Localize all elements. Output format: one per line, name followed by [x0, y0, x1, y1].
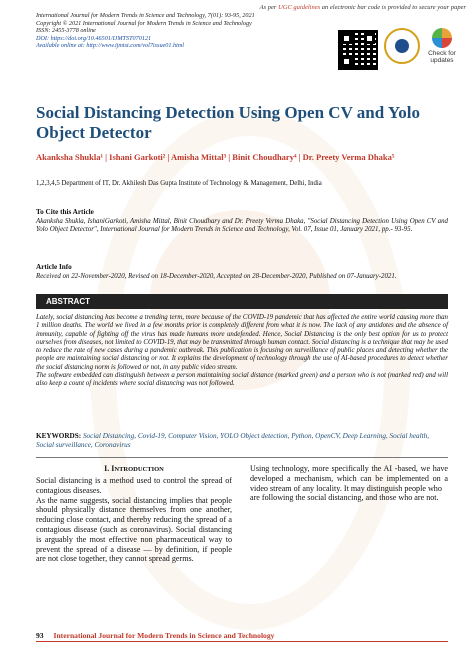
abstract-bar: [36, 294, 448, 309]
abstract-heading: ABSTRACT: [46, 297, 90, 306]
affiliation: 1,2,3,4,5 Department of IT, Dr. Akhilesh Das Gupta Institute of Technology & Management, Delhi, India: [36, 180, 322, 187]
journal-seal-icon: [384, 28, 420, 64]
ugc-link[interactable]: UGC guidelines: [278, 4, 321, 11]
body-paragraph: Social distancing is a method used to control the spread of contagious diseases.: [36, 476, 232, 495]
abstract-paragraph: Lately, social distancing has become a trending term, more because of the COVID-19 pandemic that has affected the entire world causing more than 1 million deaths. The world we lived in a few months prior is completely different from what it is now. The lack of any antidotes and the absence of immunity, capable of fighting off the virus has made humans more undefended. Hence, Social Distancing is the only best option for us to protect ourselves from diseases, not limited to COVID-19, that may be transmitted through human contact. Social distancing is a technique that may be used to reduce the rate of new cases during a pandemic outbreak. This publication is focusing on surveillance of public places and detecting whether the people are maintaining social distancing or not. It explains the development of technology through the use of AI-based procedures to detect whether the social distancing norm is followed or not, in any public video stream.: [36, 314, 448, 371]
page-footer: [36, 631, 274, 640]
body-paragraph: Using technology, more specifically the AI -based, we have developed a mechanism, which can be implemented on a video stream of any locality. It may distinguish people who: [250, 464, 448, 493]
section-heading: I. INTRODUCTION: [104, 464, 164, 473]
meta-copyright: Copyright © 2021 International Journal for Modern Trends in Science and Technology: [36, 19, 252, 27]
meta-doi-link[interactable]: DOI: https://doi.org/10.46501/IJMTST070121: [36, 34, 152, 42]
check-updates-icon: [432, 28, 452, 48]
keywords-list: Social Distancing, Covid-19, Computer Vision, YOLO Object detection, Python, OpenCV, Deep Learning, Social health, Social surveillance, Coronavirus: [36, 432, 430, 449]
meta-journal: International Journal for Modern Trends in Science and Technology, 7(01): 93-95, 2021: [36, 12, 255, 19]
keywords-label: KEYWORDS:: [36, 432, 82, 440]
check-for-updates-button[interactable]: [422, 28, 462, 64]
publication-meta: [36, 12, 255, 50]
body-column-right: [250, 464, 448, 503]
article-info-heading: Article Info: [36, 263, 72, 271]
footer-rule: [36, 641, 448, 642]
cite-text: Akanksha Shukla, IshaniGarkoti, Amisha Mittal, Binit Choudhary and Dr. Preety Verma Dhaka, "Social Distancing Detection Using Open CV and Yolo Object Detector", International Journal for Modern Trends in Science and Technology, Vol. 07, Issue 01, January 2021, pp.- 93-95.: [36, 218, 448, 234]
check-updates-label: Check for updates: [428, 50, 456, 64]
body-paragraph: are following the social distancing, and those who are not.: [250, 493, 439, 503]
author-list: Akanksha Shukla¹ | Ishani Garkoti² | Amisha Mittal³ | Binit Choudhary⁴ | Dr. Preety Verma Dhaka⁵: [36, 152, 395, 162]
cite-heading: To Cite this Article: [36, 208, 94, 216]
article-info-dates: Received on 22-November-2020, Revised on 18-December-2020, Accepted on 28-December-2020, Published on 07-January-2021.: [36, 273, 397, 280]
section-divider: [36, 457, 448, 458]
abstract-paragraph: The software embedded can distinguish between a person maintaining social distance (marked green) and a person who is not (marked red) and will also keep a count of incidents where social distancing was not followed.: [36, 372, 448, 388]
abstract-body: [36, 314, 448, 389]
page-number: 93: [36, 631, 44, 640]
keywords: [36, 432, 448, 450]
body-column-left: [36, 476, 232, 564]
top-note: As per UGC guidelines an electronic bar code is provided to secure your paper: [259, 4, 466, 11]
meta-issn: ISSN: 2455-3778 online: [36, 27, 96, 35]
body-paragraph: As the name suggests, social distancing implies that people should physically distance themselves from one another, reducing close contact, and thereby reducing the spread of a contagious disease (such as coronavirus). Social distancing is arguably the most effective non pharmaceutical way to prevent the spread of a disease — by definition, if people are not close together, they cannot spread germs.: [36, 495, 232, 564]
footer-journal: International Journal for Modern Trends in Science and Technology: [53, 631, 275, 640]
meta-online-link[interactable]: Available online at: http://www.ijmtst.com/vol7issue01.html: [36, 42, 185, 50]
paper-title: Social Distancing Detection Using Open CV and Yolo Object Detector: [36, 103, 420, 142]
qr-code-icon: [338, 30, 378, 70]
